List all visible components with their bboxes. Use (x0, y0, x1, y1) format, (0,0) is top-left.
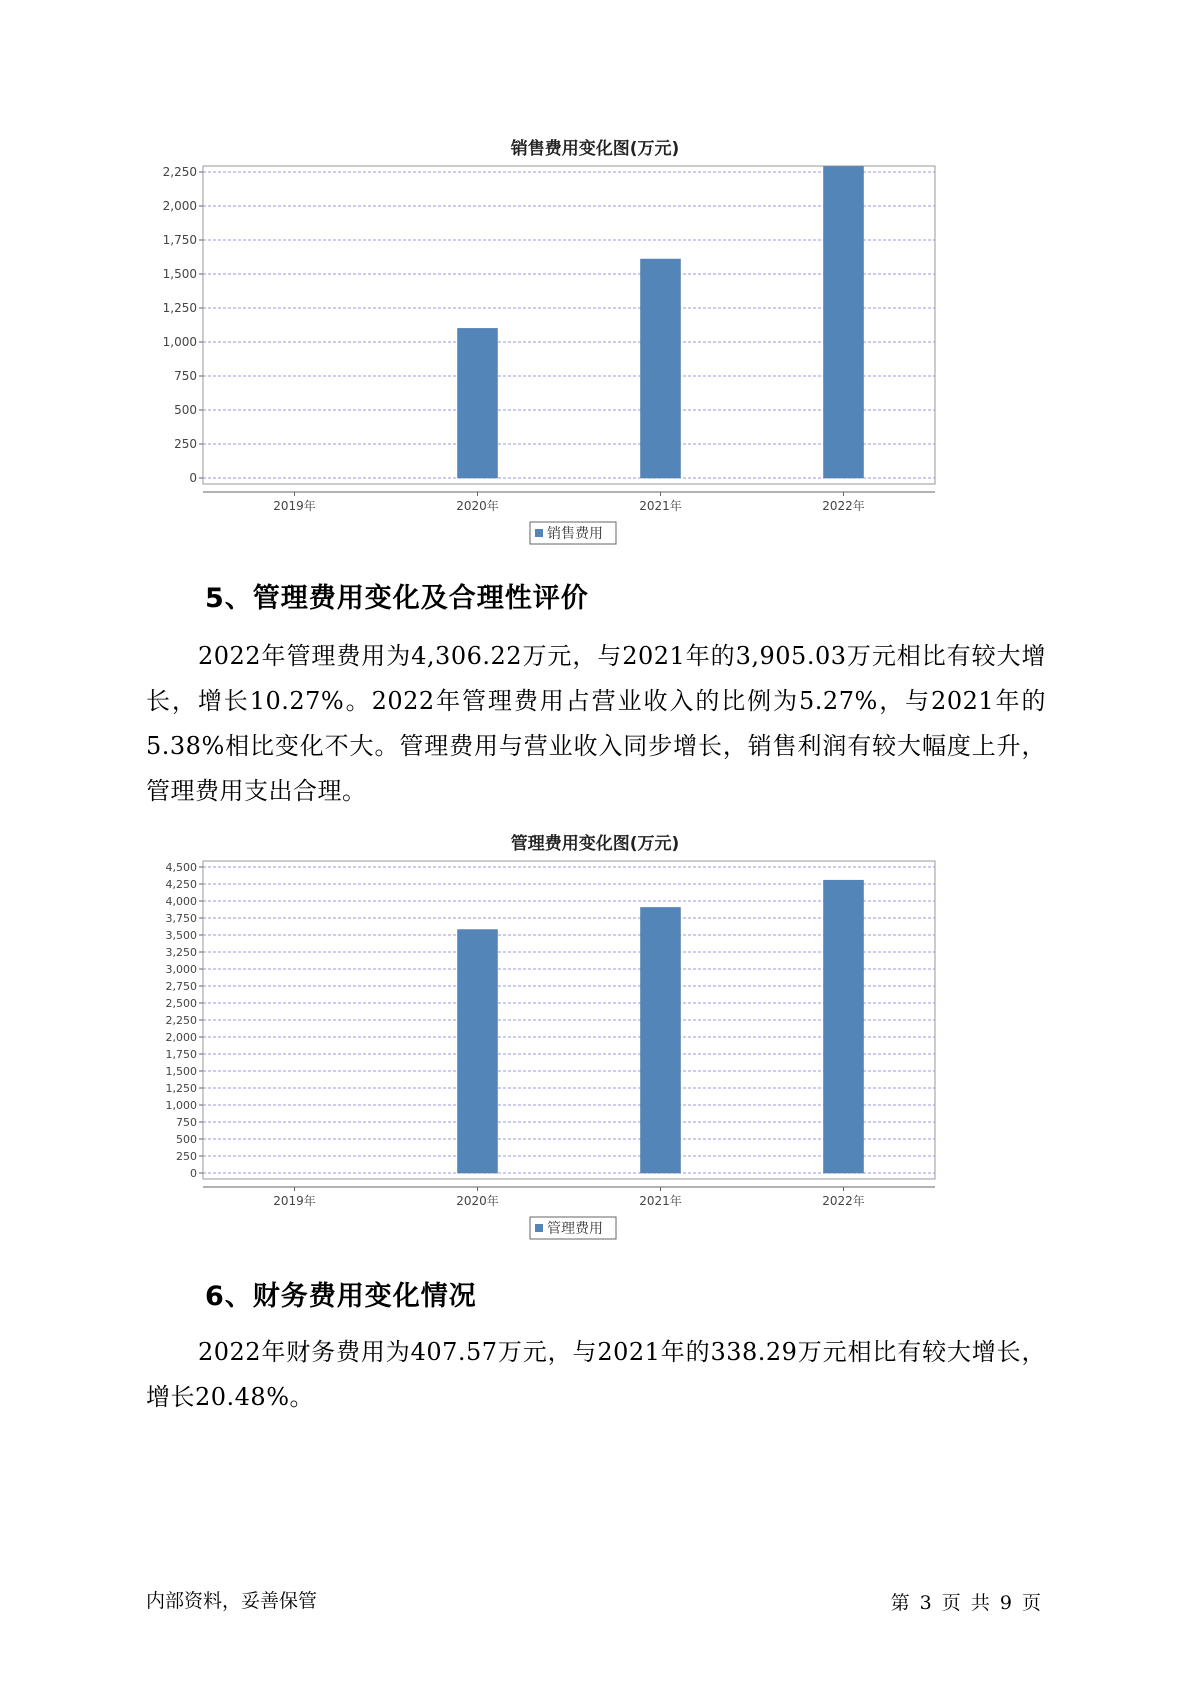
bar (824, 167, 864, 478)
y-tick-label: 2,000 (165, 1031, 197, 1044)
y-tick-label: 1,250 (162, 301, 197, 315)
y-tick-label: 2,750 (165, 980, 197, 993)
chart-plot (155, 160, 1035, 550)
x-tick-label: 2020年 (456, 499, 499, 513)
bar (458, 930, 498, 1173)
y-tick-label: 3,000 (165, 963, 197, 976)
bar (641, 259, 681, 478)
bar (641, 907, 681, 1173)
section-5-heading: 5、管理费用变化及合理性评价 (205, 583, 589, 614)
legend-label: 销售费用 (547, 526, 603, 542)
y-tick-label: 4,500 (165, 861, 197, 874)
y-tick-label: 2,250 (165, 1014, 197, 1027)
y-tick-label: 2,500 (165, 997, 197, 1010)
y-tick-label: 500 (174, 403, 197, 417)
admin-expense-chart (155, 825, 1035, 1245)
y-tick-label: 1,000 (165, 1099, 197, 1112)
y-tick-label: 250 (176, 1150, 197, 1163)
legend-label: 管理费用 (547, 1221, 603, 1237)
sales-expense-chart (155, 130, 1035, 550)
section-6-paragraph (146, 1330, 1046, 1420)
chart-title: 管理费用变化图(万元) (510, 834, 680, 854)
x-tick-label: 2020年 (456, 1194, 499, 1208)
footer-confidential-note: 内部资料，妥善保管 (146, 1590, 318, 1612)
section-6-text: 2022年财务费用为407.57万元，与2021年的338.29万元相比有较大增长，增长20.48%。 (146, 1338, 1046, 1411)
x-tick-label: 2019年 (273, 1194, 316, 1208)
chart-title: 销售费用变化图(万元) (510, 139, 680, 159)
x-tick-label: 2022年 (822, 499, 865, 513)
legend-swatch (535, 1224, 543, 1232)
y-tick-label: 0 (189, 471, 197, 485)
legend-swatch (535, 529, 543, 537)
y-tick-label: 3,500 (165, 929, 197, 942)
y-tick-label: 1,250 (165, 1082, 197, 1095)
chart-plot (155, 855, 1035, 1245)
y-tick-label: 2,000 (162, 199, 197, 213)
y-tick-label: 1,000 (162, 335, 197, 349)
y-tick-label: 250 (174, 437, 197, 451)
section-5-text: 2022年管理费用为4,306.22万元，与2021年的3,905.03万元相比有较大增长，增长10.27%。2022年管理费用占营业收入的比例为5.27%，与2021年的5.38%相比变化不大。管理费用与营业收入同步增长，销售利润有较大幅度上升，管理费用支出合理。 (146, 642, 1046, 805)
x-tick-label: 2019年 (273, 499, 316, 513)
y-tick-label: 750 (176, 1116, 197, 1129)
x-tick-label: 2021年 (639, 499, 682, 513)
bar (824, 880, 864, 1173)
footer-page-number: 第 3 页 共 9 页 (890, 1592, 1041, 1614)
y-tick-label: 750 (174, 369, 197, 383)
y-tick-label: 3,750 (165, 912, 197, 925)
y-tick-label: 1,500 (165, 1065, 197, 1078)
section-6-heading: 6、财务费用变化情况 (205, 1281, 477, 1312)
y-tick-label: 1,750 (162, 233, 197, 247)
y-tick-label: 0 (190, 1167, 197, 1180)
bar (458, 328, 498, 478)
section-5-paragraph (146, 634, 1046, 814)
x-tick-label: 2022年 (822, 1194, 865, 1208)
y-tick-label: 500 (176, 1133, 197, 1146)
y-tick-label: 1,500 (162, 267, 197, 281)
y-tick-label: 3,250 (165, 946, 197, 959)
y-tick-label: 2,250 (162, 165, 197, 179)
y-tick-label: 1,750 (165, 1048, 197, 1061)
x-tick-label: 2021年 (639, 1194, 682, 1208)
y-tick-label: 4,250 (165, 878, 197, 891)
y-tick-label: 4,000 (165, 895, 197, 908)
